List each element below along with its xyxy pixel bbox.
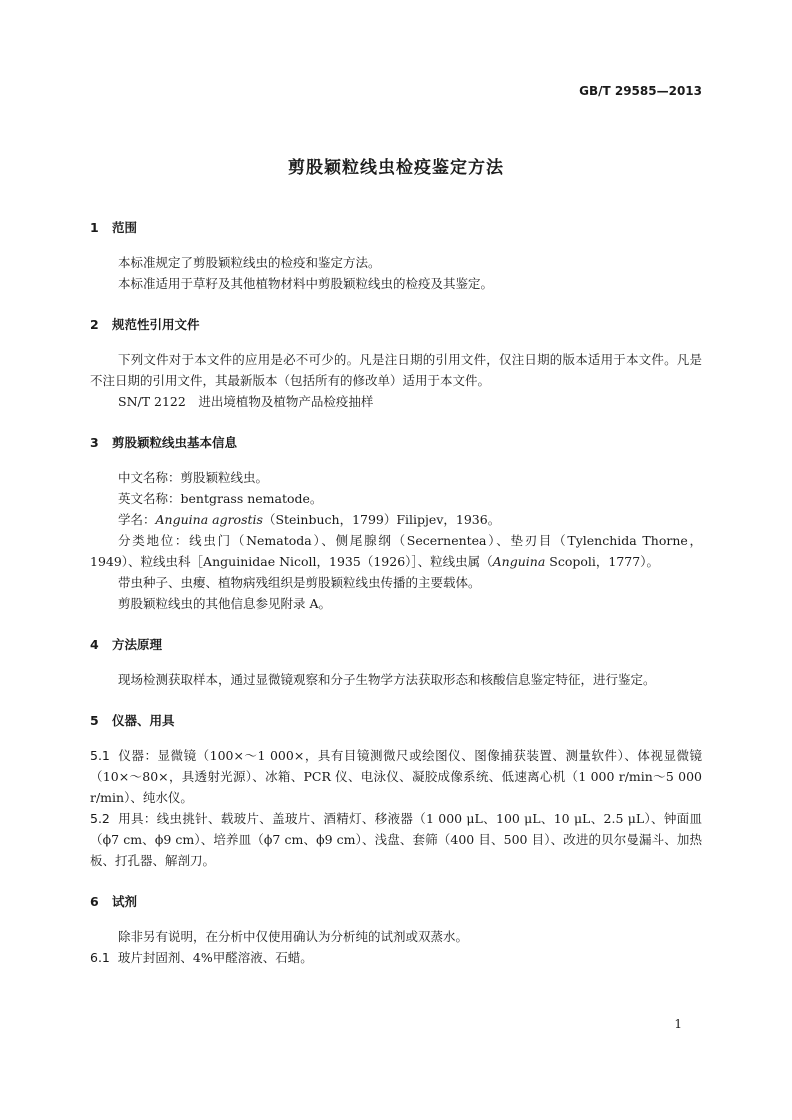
paragraph: 除非另有说明，在分析中仅使用确认为分析纯的试剂或双蒸水。 [118, 929, 469, 944]
section-principle [90, 634, 702, 690]
subclause: 5.1 仪器：显微镜（100×～1 000×，具有目镜测微尺或绘图仪、图像捕获装置、测量软件）、体视显微镜（10×～80×，具透射光源）、冰箱、PCR 仪、电泳仪、凝胶成像系统、低速离心机（1 000 r/min～5 000 r/min）、纯水仪。 [90, 748, 702, 805]
subclause: 5.2 用具：线虫挑针、载玻片、盖玻片、酒精灯、移液器（1 000 μL、100 μL、10 μL、2.5 μL）、钟面皿（ϕ7 cm、ϕ9 cm）、培养皿（ϕ7 cm、ϕ9 cm）、浅盘、套筛（400 目、500 目）、改进的贝尔曼漏斗、加热板、打孔器、解剖刀。 [90, 811, 702, 868]
paragraph: 剪股颖粒线虫的其他信息参见附录 A。 [118, 596, 332, 611]
paragraph: 本标准适用于草籽及其他植物材料中剪股颖粒线虫的检疫及其鉴定。 [118, 276, 494, 291]
standard-number: GB/T 29585—2013 [579, 84, 702, 98]
section-heading: 1 范围 [90, 220, 138, 235]
paragraph: 带虫种子、虫瘿、植物病残组织是剪股颖粒线虫传播的主要载体。 [118, 575, 481, 590]
page-number: 1 [674, 1017, 682, 1031]
section-reagents [90, 891, 702, 968]
subclause: 6.1 玻片封固剂、4%甲醛溶液、石蜡。 [90, 950, 313, 965]
document-body [90, 217, 702, 968]
section-basic-info [90, 432, 702, 614]
section-normative-references [90, 314, 702, 412]
section-heading: 6 试剂 [90, 894, 138, 909]
section-heading: 5 仪器、用具 [90, 713, 175, 728]
section-heading: 2 规范性引用文件 [90, 317, 200, 332]
scientific-name: Anguina agrostis [155, 512, 263, 527]
section-heading: 4 方法原理 [90, 637, 163, 652]
paragraph: 学名：Anguina agrostis（Steinbuch，1799）Filipjev，1936。 [118, 512, 501, 527]
scientific-name: Anguina [492, 554, 546, 569]
paragraph: 分类地位：线虫门（Nematoda）、侧尾腺纲（Secernentea）、垫刃目（Tylenchida Thorne，1949）、粒线虫科［Anguinidae Nicoll，1935（1926）］、粒线虫属（Anguina Scopoli，1777）。 [90, 533, 702, 569]
section-scope [90, 217, 702, 294]
paragraph: 本标准规定了剪股颖粒线虫的检疫和鉴定方法。 [118, 255, 381, 270]
paragraph: 英文名称：bentgrass nematode。 [118, 491, 323, 506]
section-heading: 3 剪股颖粒线虫基本信息 [90, 435, 238, 450]
reference-item: SN/T 2122 进出境植物及植物产品检疫抽样 [118, 394, 374, 409]
paragraph: 下列文件对于本文件的应用是必不可少的。凡是注日期的引用文件，仅注日期的版本适用于本文件。凡是不注日期的引用文件，其最新版本（包括所有的修改单）适用于本文件。 [90, 352, 702, 388]
section-apparatus [90, 710, 702, 871]
paragraph: 中文名称：剪股颖粒线虫。 [118, 470, 269, 485]
document-title: 剪股颖粒线虫检疫鉴定方法 [288, 158, 504, 178]
paragraph: 现场检测获取样本，通过显微镜观察和分子生物学方法获取形态和核酸信息鉴定特征，进行鉴定。 [118, 672, 656, 687]
